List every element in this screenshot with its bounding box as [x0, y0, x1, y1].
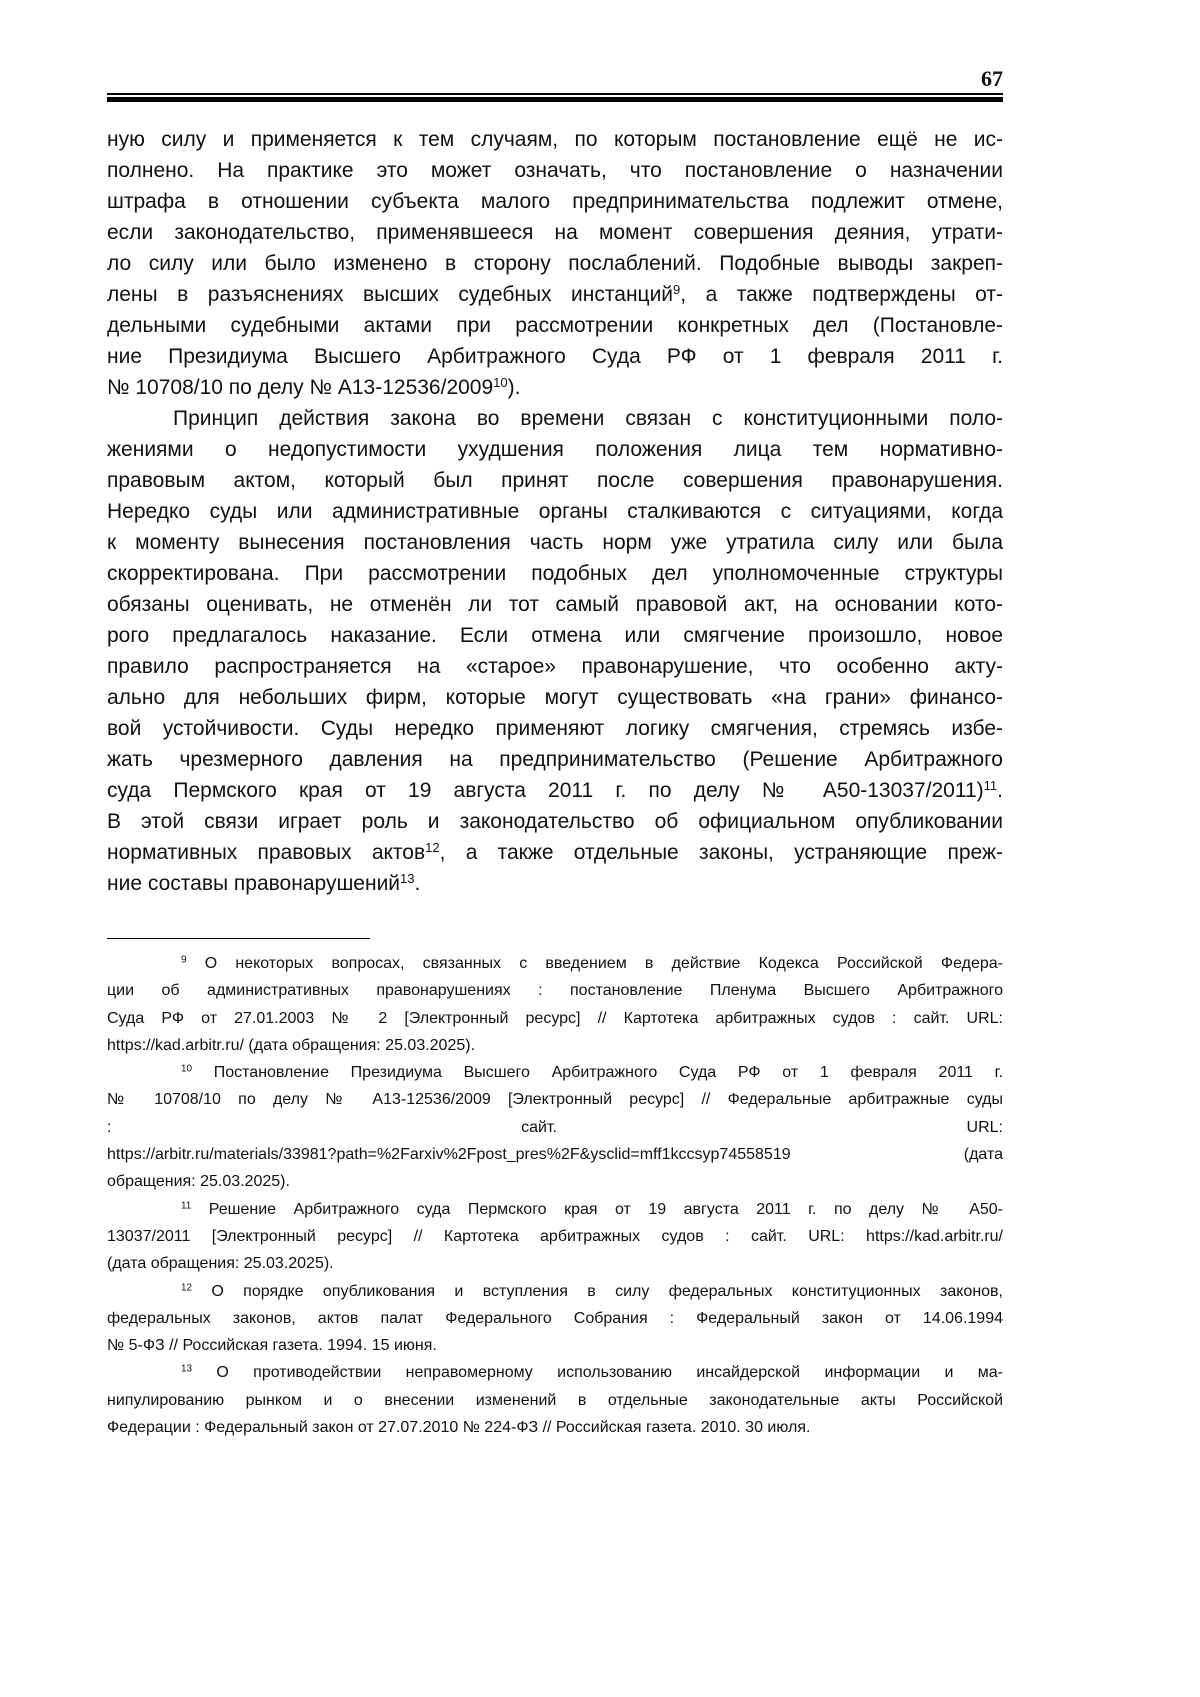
text-line — [107, 496, 1003, 527]
text-line — [107, 310, 1003, 341]
text-segment: лены в разъяснениях высших судебных инстанций — [107, 283, 674, 306]
text-segment: полнено. На практике это может означать, что постановление о назначении — [107, 159, 1003, 182]
text-line — [107, 155, 1003, 186]
footnote — [107, 1059, 1003, 1195]
text-line — [107, 1359, 1003, 1386]
text-segment: скорректирована. При рассмотрении подобных дел уполномоченные структуры — [107, 562, 1003, 585]
footnote — [107, 1278, 1003, 1360]
text-segment: дельными судебными актами при рассмотрении конкретных дел (Постановле- — [107, 314, 1003, 337]
footnote-reference: 13 — [400, 870, 415, 886]
page-number: 67 — [981, 66, 1003, 91]
footnote — [107, 950, 1003, 1059]
text-line — [107, 1223, 1003, 1250]
text-segment: федеральных законов, актов палат Федерального Собрания : Федеральный закон от 14.06.1994 — [107, 1309, 1003, 1327]
text-segment: жать чрезмерного давления на предпринимательство (Решение Арбитражного — [107, 748, 1003, 771]
text-line — [107, 868, 1003, 899]
text-segment: Нередко суды или административные органы сталкиваются с ситуациями, когда — [107, 500, 1003, 523]
text-segment: ). — [507, 376, 521, 399]
text-segment: 13037/2011 [Электронный ресурс] // Картотека арбитражных судов : сайт. URL: https://kad.arbitr.ru/ — [107, 1227, 1003, 1245]
footnote-separator — [107, 938, 370, 939]
text-line — [107, 279, 1003, 310]
text-segment: https://kad.arbitr.ru/ (дата обращения: 25.03.2025). — [107, 1036, 476, 1054]
text-line — [107, 1114, 1003, 1141]
text-segment: обращения: 25.03.2025). — [107, 1173, 290, 1191]
text-line — [107, 1414, 1003, 1441]
text-line — [107, 589, 1003, 620]
text-segment: О порядке опубликования и вступления в силу федеральных конституционных законов, — [192, 1282, 1003, 1300]
text-segment: рого предлагалось наказание. Если отмена или смягчение произошло, новое — [107, 624, 1003, 647]
footnote-reference: 13 — [181, 1364, 193, 1375]
text-segment: штрафа в отношении субъекта малого предпринимательства подлежит отмене, — [107, 190, 1003, 213]
text-segment: (дата обращения: 25.03.2025). — [107, 1255, 334, 1273]
text-segment: О противодействии неправомерному использованию инсайдерской информации и ма- — [192, 1364, 1003, 1382]
text-line — [107, 950, 1003, 977]
text-segment: . — [997, 779, 1003, 802]
text-line — [107, 651, 1003, 682]
text-segment: правило распространяется на «старое» правонарушение, что особенно акту- — [107, 655, 1003, 678]
text-line — [107, 341, 1003, 372]
text-line — [107, 217, 1003, 248]
text-segment: , а также отдельные законы, устраняющие преж- — [439, 841, 1003, 864]
text-segment: Федерации : Федеральный закон от 27.07.2010 № 224-ФЗ // Российская газета. 2010. 30 июля. — [107, 1419, 811, 1437]
text-segment: суда Пермского края от 19 августа 2011 г. по делу № А50-13037/2011) — [107, 779, 984, 802]
text-segment: https://arbitr.ru/materials/33981?path=%2Farxiv%2Fpost_pres%2F&ysclid=mff1kccsyp74558519 (дата — [107, 1146, 1003, 1164]
text-segment: нормативных правовых актов — [107, 841, 426, 864]
text-line — [107, 1141, 1003, 1168]
text-line — [107, 1305, 1003, 1332]
footnote-reference: 11 — [181, 1200, 192, 1212]
body-text — [107, 124, 1003, 899]
text-line — [107, 403, 1003, 434]
text-line — [107, 1387, 1003, 1414]
text-segment: к моменту вынесения постановления часть норм уже утратила силу или была — [107, 531, 1003, 554]
text-line — [107, 1278, 1003, 1305]
text-segment: Принцип действия закона во времени связан с конституционными поло- — [173, 407, 1003, 430]
text-line — [107, 434, 1003, 465]
text-line — [107, 527, 1003, 558]
footnote — [107, 1196, 1003, 1278]
header-rule — [107, 93, 1003, 103]
text-line — [107, 1250, 1003, 1277]
text-line — [107, 713, 1003, 744]
text-segment: ную силу и применяется к тем случаям, по которым постановление ещё не ис- — [107, 128, 1003, 151]
footnote-reference: 9 — [181, 954, 187, 966]
text-segment: нипулированию рынком и о внесении изменений в отдельные законодательные акты Российской — [107, 1391, 1003, 1409]
text-line — [107, 837, 1003, 868]
text-segment: № 10708/10 по делу № А13-12536/2009 — [107, 376, 494, 399]
text-segment: обязаны оценивать, не отменён ли тот самый правовой акт, на основании кото- — [107, 593, 1003, 616]
footnote-reference: 10 — [493, 374, 508, 390]
text-segment: , а также подтверждены от- — [680, 283, 1003, 306]
text-segment: ние составы правонарушений — [107, 872, 401, 895]
text-segment: № 10708/10 по делу № А13-12536/2009 [Электронный ресурс] // Федеральные арбитражные суды — [107, 1091, 1003, 1109]
text-line — [107, 465, 1003, 496]
text-line — [107, 186, 1003, 217]
text-line — [107, 620, 1003, 651]
text-line — [107, 1332, 1003, 1359]
text-line — [107, 1032, 1003, 1059]
text-segment: Решение Арбитражного суда Пермского края от 19 августа 2011 г. по делу № А50- — [191, 1200, 1003, 1218]
footnote-reference: 11 — [983, 777, 998, 793]
paragraph — [107, 124, 1003, 403]
text-line — [107, 372, 1003, 403]
text-line — [107, 744, 1003, 775]
text-line — [107, 1059, 1003, 1086]
text-segment: : сайт. URL: — [107, 1118, 1003, 1136]
footnotes — [107, 950, 1003, 1441]
text-segment: . — [414, 872, 421, 895]
text-segment: ние Президиума Высшего Арбитражного Суда РФ от 1 февраля 2011 г. — [107, 345, 1003, 368]
text-line — [107, 775, 1003, 806]
text-line — [107, 1196, 1003, 1223]
text-line — [107, 977, 1003, 1004]
text-line — [107, 682, 1003, 713]
text-line — [107, 1005, 1003, 1032]
text-line — [107, 806, 1003, 837]
text-line — [107, 124, 1003, 155]
text-segment: ально для небольших фирм, которые могут существовать «на грани» финансо- — [107, 686, 1003, 709]
text-line — [107, 558, 1003, 589]
text-segment: Суда РФ от 27.01.2003 № 2 [Электронный ресурс] // Картотека арбитражных судов : сайт. URL: — [107, 1009, 1003, 1027]
text-segment: В этой связи играет роль и законодательство об официальном опубликовании — [107, 810, 1003, 833]
text-segment: если законодательство, применявшееся на момент совершения деяния, утрати- — [107, 221, 1003, 244]
text-line — [107, 1168, 1003, 1195]
footnote-reference: 9 — [673, 281, 681, 297]
text-segment: № 5-ФЗ // Российская газета. 1994. 15 июня. — [107, 1337, 437, 1355]
text-segment: жениями о недопустимости ухудшения положения лица тем нормативно- — [107, 438, 1003, 461]
text-line — [107, 1086, 1003, 1113]
footnote-reference: 12 — [425, 839, 440, 855]
text-segment: О некоторых вопросах, связанных с введением в действие Кодекса Российской Федера- — [186, 955, 1003, 972]
text-segment: Постановление Президиума Высшего Арбитражного Суда РФ от 1 февраля 2011 г. — [192, 1064, 1003, 1082]
paragraph — [107, 403, 1003, 899]
text-segment: вой устойчивости. Суды нередко применяют логику смягчения, стремясь избе- — [107, 717, 1003, 740]
text-segment: ции об административных правонарушениях : постановление Пленума Высшего Арбитражного — [107, 982, 1003, 1000]
footnote-reference: 12 — [181, 1282, 193, 1294]
text-segment: ло силу или было изменено в сторону послаблений. Подобные выводы закреп- — [107, 252, 1003, 275]
text-line — [107, 248, 1003, 279]
footnote — [107, 1359, 1003, 1441]
text-segment: правовым актом, который был принят после совершения правонарушения. — [107, 469, 1003, 492]
footnote-reference: 10 — [181, 1063, 193, 1075]
